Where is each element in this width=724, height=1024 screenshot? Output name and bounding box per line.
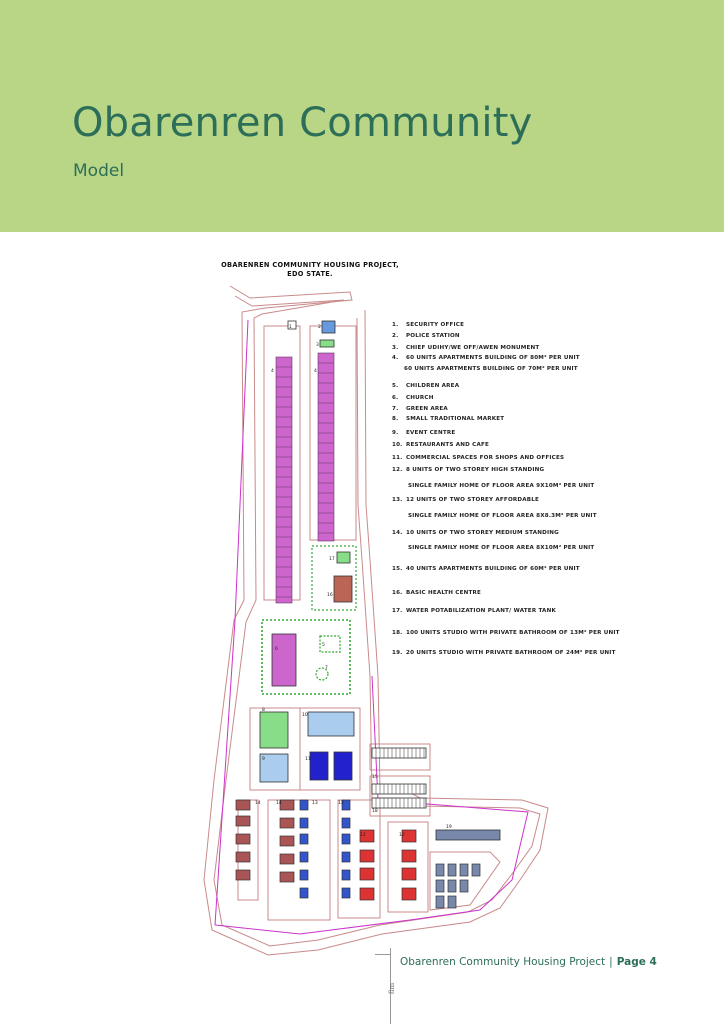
legend-number: 2. [392, 333, 399, 339]
page-subtitle: Model [73, 161, 125, 181]
block-label: 14 [255, 801, 261, 806]
block-label: 17 [329, 557, 335, 562]
legend-text: CHURCH [406, 395, 434, 401]
legend-text: 10 UNITS OF TWO STOREY MEDIUM STANDING [406, 530, 559, 536]
block-label: 8 [262, 708, 265, 713]
health-annex-block [436, 864, 444, 876]
legend-text: GREEN AREA [406, 406, 448, 412]
house-medium-standing [236, 800, 250, 810]
house-medium-standing [280, 818, 294, 828]
block-label: 15 [372, 775, 378, 780]
legend-number: 3. [392, 345, 399, 351]
legend-number: 12. [392, 467, 403, 473]
health-annex-block [460, 864, 468, 876]
block-label: 9 [262, 757, 265, 762]
legend-text: SINGLE FAMILY HOME OF FLOOR AREA 8X8.3M² PER UNIT [408, 513, 597, 519]
monument-block [320, 340, 334, 347]
legend-text: COMMERCIAL SPACES FOR SHOPS AND OFFICES [406, 455, 565, 461]
health-annex-block [448, 896, 456, 908]
page-title: Obarenren Community [72, 100, 533, 146]
legend-text: BASIC HEALTH CENTRE [406, 590, 482, 596]
water-tank-block [337, 552, 350, 563]
house-affordable [342, 888, 350, 898]
house-high-standing [402, 888, 416, 900]
legend-number: 17. [392, 608, 403, 614]
house-high-standing [360, 868, 374, 880]
block-label: 14 [276, 801, 282, 806]
legend-number: 10. [392, 442, 403, 448]
block-label: 5 [322, 643, 325, 648]
footer-separator: | [609, 956, 613, 968]
legend-number: 8. [392, 416, 399, 422]
legend-text: 40 UNITS APARTMENTS BUILDING OF 60M² PER UNIT [406, 566, 580, 572]
block-label: 19 [446, 825, 452, 830]
legend-number: 11. [392, 455, 403, 461]
house-medium-standing [236, 852, 250, 862]
block-label: 18 [372, 809, 378, 814]
legend-number: 15. [392, 566, 403, 572]
church-block [272, 634, 296, 686]
legend-text: 60 UNITS APARTMENTS BUILDING OF 80M² PER UNIT [406, 355, 580, 361]
inner-road-studios [370, 776, 430, 816]
house-affordable [342, 852, 350, 862]
house-affordable [300, 800, 308, 810]
apartment-strip-west [276, 357, 292, 603]
block-label: 16 [327, 593, 333, 598]
block-label: 2 [318, 325, 321, 330]
house-medium-standing [280, 872, 294, 882]
block-label: 6 [275, 647, 278, 652]
house-medium-standing [236, 816, 250, 826]
health-annex-block [436, 896, 444, 908]
block-label: 1 [289, 325, 292, 330]
house-medium-standing [236, 870, 250, 880]
commercial-block-1 [310, 752, 328, 780]
studios-row-19 [436, 830, 500, 840]
house-affordable [300, 852, 308, 862]
legend-text: EVENT CENTRE [406, 430, 456, 436]
house-affordable [300, 870, 308, 880]
house-affordable [342, 834, 350, 844]
block-label: 10 [302, 713, 308, 718]
health-centre-block [334, 576, 352, 602]
block-label: 13 [338, 801, 344, 806]
scale-note: 8m [388, 982, 396, 994]
legend-text: SINGLE FAMILY HOME OF FLOOR AREA 9X10M² PER UNIT [408, 483, 595, 489]
market-block [260, 712, 288, 748]
legend-text: 60 UNITS APARTMENTS BUILDING OF 70M² PER UNIT [404, 366, 578, 372]
block-label: 13 [312, 801, 318, 806]
block-label: 4 [271, 369, 274, 374]
health-annex-block [472, 864, 480, 876]
house-medium-standing [236, 834, 250, 844]
health-annex-block [436, 880, 444, 892]
legend-text: 12 UNITS OF TWO STOREY AFFORDABLE [406, 497, 540, 503]
block-label: 7 [325, 666, 328, 671]
inner-road-housing-1 [238, 800, 258, 900]
legend-text: POLICE STATION [406, 333, 460, 339]
police-station-block [322, 321, 335, 333]
outer-road-outer [204, 286, 548, 955]
house-high-standing [402, 868, 416, 880]
house-affordable [342, 818, 350, 828]
legend-number: 14. [392, 530, 403, 536]
legend-number: 4. [392, 355, 399, 361]
legend-text: SECURITY OFFICE [406, 322, 465, 328]
legend-number: 5. [392, 383, 399, 389]
health-annex-block [460, 880, 468, 892]
health-annex-block [448, 880, 456, 892]
legend-number: 19. [392, 650, 403, 656]
legend-number: 13. [392, 497, 403, 503]
legend-number: 7. [392, 406, 399, 412]
house-medium-standing [280, 854, 294, 864]
legend-text: SINGLE FAMILY HOME OF FLOOR AREA 8X10M² PER UNIT [408, 545, 595, 551]
footer-text: Obarenren Community Housing Project [400, 956, 606, 968]
legend-text: 8 UNITS OF TWO STOREY HIGH STANDING [406, 467, 545, 473]
legend-text: RESTAURANTS AND CAFE [406, 442, 490, 448]
road-network [204, 286, 548, 955]
block-label: 12 [399, 833, 405, 838]
legend-number: 18. [392, 630, 403, 636]
house-medium-standing [280, 800, 294, 810]
block-label: 12 [360, 833, 366, 838]
health-annex-block [448, 864, 456, 876]
outer-road-inner [214, 296, 540, 946]
inner-road-housing-2 [268, 800, 330, 920]
legend-number: 6. [392, 395, 399, 401]
legend-text: CHILDREN AREA [406, 383, 460, 389]
legend-text: WATER POTABILIZATION PLANT/ WATER TANK [406, 608, 557, 614]
legend-text: 100 UNITS STUDIO WITH PRIVATE BATHROOM OF 13M² PER UNIT [406, 630, 620, 636]
block-label: 4 [314, 369, 317, 374]
plan-title-line1: OBARENREN COMMUNITY HOUSING PROJECT, [221, 261, 399, 269]
house-high-standing [360, 850, 374, 862]
housing-plots [236, 800, 480, 908]
legend-number: 9. [392, 430, 399, 436]
legend-text: 20 UNITS STUDIO WITH PRIVATE BATHROOM OF 24M² PER UNIT [406, 650, 616, 656]
scale-line-horizontal [375, 954, 391, 955]
house-medium-standing [280, 836, 294, 846]
block-label: 11 [305, 757, 311, 762]
legend-text: CHIEF UDIHY/WE OFF/AWEN MONUMENT [406, 345, 540, 351]
block-label: 3 [316, 343, 319, 348]
house-affordable [300, 834, 308, 844]
legend-number: 16. [392, 590, 403, 596]
house-high-standing [402, 850, 416, 862]
house-affordable [342, 870, 350, 880]
commercial-block-2 [334, 752, 352, 780]
page-number: Page 4 [616, 956, 657, 968]
house-high-standing [360, 888, 374, 900]
page-footer [400, 956, 657, 968]
plan-title-line2: EDO STATE. [287, 270, 333, 278]
house-affordable [300, 888, 308, 898]
house-affordable [300, 818, 308, 828]
legend-number: 1. [392, 322, 399, 328]
legend-text: SMALL TRADITIONAL MARKET [406, 416, 505, 422]
restaurants-block [308, 712, 354, 736]
